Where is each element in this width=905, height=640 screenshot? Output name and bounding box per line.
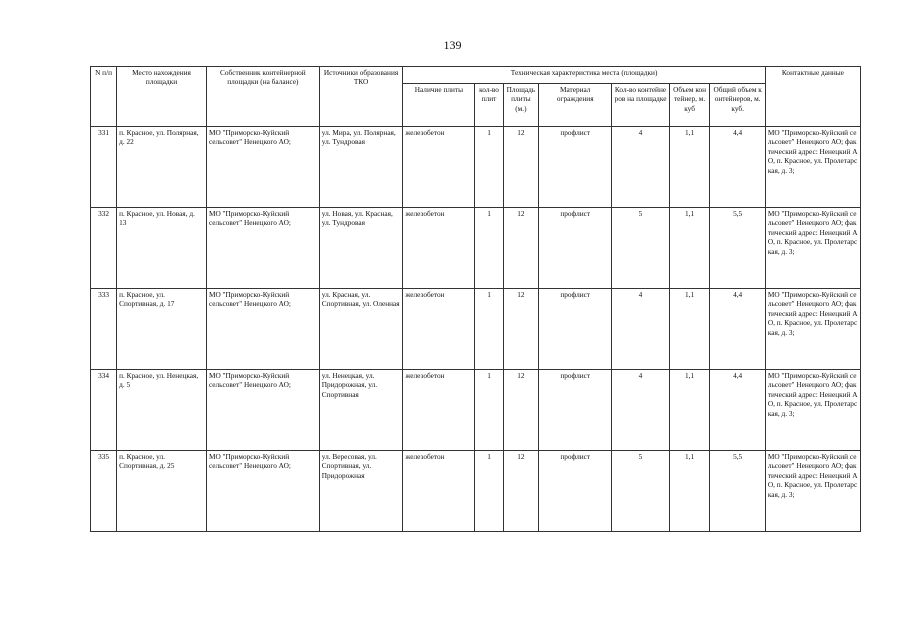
cell-num: 332 xyxy=(91,208,117,289)
cell-sources: ул. Красная, ул. Спортивная, ул. Оленная xyxy=(319,289,403,370)
cell-owner: МО "Приморско-Куйский сельсовет" Ненецкого АО; xyxy=(206,451,319,532)
cell-containers: 4 xyxy=(612,127,669,208)
header-owner: Собственник контейнерной площадки (на балансе) xyxy=(206,67,319,127)
cell-owner: МО "Приморско-Куйский сельсовет" Ненецкого АО; xyxy=(206,127,319,208)
cell-slab: железобетон xyxy=(403,127,475,208)
cell-slab-count: 1 xyxy=(475,208,503,289)
cell-slab: железобетон xyxy=(403,370,475,451)
header-volume: Объем контейнер, м. куб xyxy=(669,84,710,127)
cell-volume: 1,1 xyxy=(669,370,710,451)
cell-slab-area: 12 xyxy=(503,127,539,208)
cell-num: 331 xyxy=(91,127,117,208)
cell-num: 335 xyxy=(91,451,117,532)
cell-containers: 5 xyxy=(612,451,669,532)
cell-num: 333 xyxy=(91,289,117,370)
cell-contacts: МО "Приморско-Куйский сельсовет" Ненецкого АО; фактический адрес: Ненецкий АО, п. Красное, ул. Пролетарская, д. 3; xyxy=(765,370,860,451)
cell-sources: ул. Ненецкая, ул. Придорожная, ул. Спортивная xyxy=(319,370,403,451)
table-row xyxy=(91,127,861,208)
cell-slab-area: 12 xyxy=(503,289,539,370)
cell-contacts: МО "Приморско-Куйский сельсовет" Ненецкого АО; фактический адрес: Ненецкий АО, п. Красное, ул. Пролетарская, д. 3; xyxy=(765,208,860,289)
header-slab-area: Площадь плиты (м.) xyxy=(503,84,539,127)
cell-contacts: МО "Приморско-Куйский сельсовет" Ненецкого АО; фактический адрес: Ненецкий АО, п. Красное, ул. Пролетарская, д. 3; xyxy=(765,289,860,370)
cell-slab: железобетон xyxy=(403,208,475,289)
cell-containers: 4 xyxy=(612,289,669,370)
table-row xyxy=(91,208,861,289)
cell-owner: МО "Приморско-Куйский сельсовет" Ненецкого АО; xyxy=(206,208,319,289)
cell-slab-count: 1 xyxy=(475,289,503,370)
cell-num: 334 xyxy=(91,370,117,451)
header-tech-group: Техническая характеристика места (площадки) xyxy=(403,67,765,84)
header-location: Место нахождения площадки xyxy=(117,67,207,127)
header-slab-count: кол-во плит xyxy=(475,84,503,127)
container-sites-table xyxy=(90,66,861,532)
cell-slab: железобетон xyxy=(403,289,475,370)
cell-containers: 4 xyxy=(612,370,669,451)
cell-containers: 5 xyxy=(612,208,669,289)
cell-total-volume: 4,4 xyxy=(710,289,765,370)
cell-owner: МО "Приморско-Куйский сельсовет" Ненецкого АО; xyxy=(206,289,319,370)
cell-slab-count: 1 xyxy=(475,370,503,451)
cell-total-volume: 4,4 xyxy=(710,127,765,208)
cell-slab-area: 12 xyxy=(503,451,539,532)
cell-sources: ул. Новая, ул. Красная, ул. Тундровая xyxy=(319,208,403,289)
cell-slab-area: 12 xyxy=(503,208,539,289)
header-slab: Наличие плиты xyxy=(403,84,475,127)
cell-owner: МО "Приморско-Куйский сельсовет" Ненецкого АО; xyxy=(206,370,319,451)
cell-total-volume: 5,5 xyxy=(710,208,765,289)
cell-fence: профлист xyxy=(539,289,612,370)
cell-slab-count: 1 xyxy=(475,127,503,208)
header-fence: Материал ограждения xyxy=(539,84,612,127)
header-total-volume: Общий объем контейнеров, м. куб. xyxy=(710,84,765,127)
cell-location: п. Красное, ул. Спортивная, д. 17 xyxy=(117,289,207,370)
table-row xyxy=(91,370,861,451)
cell-slab: железобетон xyxy=(403,451,475,532)
cell-contacts: МО "Приморско-Куйский сельсовет" Ненецкого АО; фактический адрес: Ненецкий АО, п. Красное, ул. Пролетарская, д. 3; xyxy=(765,451,860,532)
cell-fence: профлист xyxy=(539,208,612,289)
header-sources: Источники образования ТКО xyxy=(319,67,403,127)
table-row xyxy=(91,289,861,370)
cell-volume: 1,1 xyxy=(669,289,710,370)
cell-slab-area: 12 xyxy=(503,370,539,451)
cell-location: п. Красное, ул. Ненецкая, д. 5 xyxy=(117,370,207,451)
cell-fence: профлист xyxy=(539,127,612,208)
cell-fence: профлист xyxy=(539,370,612,451)
cell-total-volume: 5,5 xyxy=(710,451,765,532)
cell-location: п. Красное, ул. Полярная, д. 22 xyxy=(117,127,207,208)
cell-contacts: МО "Приморско-Куйский сельсовет" Ненецкого АО; фактический адрес: Ненецкий АО, п. Красное, ул. Пролетарская, д. 3; xyxy=(765,127,860,208)
header-containers: Кол-во контейнеров на площадке xyxy=(612,84,669,127)
cell-sources: ул. Вересовая, ул. Спортивная, ул. Придорожная xyxy=(319,451,403,532)
cell-total-volume: 4,4 xyxy=(710,370,765,451)
cell-volume: 1,1 xyxy=(669,127,710,208)
cell-slab-count: 1 xyxy=(475,451,503,532)
page-number: 139 xyxy=(443,38,462,52)
cell-location: п. Красное, ул. Новая, д. 13 xyxy=(117,208,207,289)
cell-location: п. Красное, ул. Спортивная, д. 25 xyxy=(117,451,207,532)
cell-volume: 1,1 xyxy=(669,451,710,532)
cell-volume: 1,1 xyxy=(669,208,710,289)
cell-sources: ул. Мира, ул. Полярная, ул. Тундровая xyxy=(319,127,403,208)
header-contacts: Контактные данные xyxy=(765,67,860,127)
table-row xyxy=(91,451,861,532)
header-num: N п/п xyxy=(91,67,117,127)
cell-fence: профлист xyxy=(539,451,612,532)
